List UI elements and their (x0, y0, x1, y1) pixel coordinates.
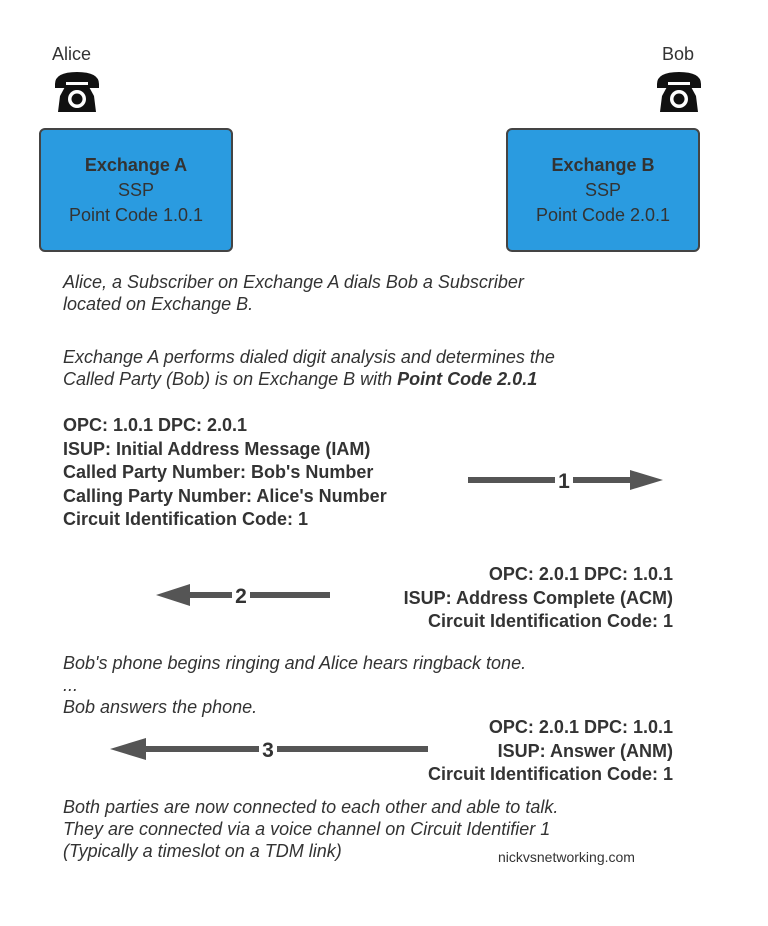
exchange-a-title: Exchange A (84, 154, 188, 175)
message-line: Called Party Number: Bob's Number (63, 462, 374, 482)
analysis-text (63, 346, 555, 390)
ringing-line-3: Bob answers the phone. (63, 697, 258, 717)
arrow-3-label: 3 (262, 739, 274, 762)
alice-label: Alice (52, 44, 92, 64)
intro-line-2: located on Exchange B. (63, 294, 254, 314)
analysis-line-2 (63, 368, 555, 390)
analysis-point-code: Point Code 2.0.1 (397, 369, 538, 389)
connected-line-2: They are connected via a voice channel on Circuit Identifier 1 (63, 819, 551, 839)
arrow-3-left (104, 732, 434, 766)
exchange-a-role: SSP (117, 179, 155, 200)
exchange-b-box (506, 128, 700, 252)
anm-message-block (428, 716, 673, 787)
arrow-1-right (460, 462, 670, 498)
exchange-a-box (39, 128, 233, 252)
intro-line-1: Alice, a Subscriber on Exchange A dials Bob a Subscriber (63, 272, 524, 292)
ringing-text (63, 652, 526, 718)
connected-text (63, 796, 558, 862)
telephone-icon (654, 68, 704, 114)
telephone-icon (52, 68, 102, 114)
exchange-a-point-code: Point Code 1.0.1 (68, 204, 204, 225)
arrow-2-left (150, 578, 336, 612)
message-line: ISUP: Initial Address Message (IAM) (63, 438, 371, 459)
message-line: ISUP: Address Complete (ACM) (403, 587, 673, 608)
exchange-b-point-code: Point Code 2.0.1 (535, 204, 671, 225)
acm-message-block (404, 563, 673, 634)
message-line: ISUP: Answer (ANM) (497, 740, 673, 761)
connected-line-1: Both parties are now connected to each other and able to talk. (63, 797, 559, 817)
site-credit: nickvsnetworking.com (498, 849, 635, 865)
bob-label: Bob (662, 44, 695, 64)
analysis-line-1: Exchange A performs dialed digit analysis and determines the (63, 347, 555, 367)
iam-message-block (63, 414, 387, 532)
arrow-2-label: 2 (235, 585, 247, 608)
intro-text (63, 271, 524, 315)
message-line: Calling Party Number: Alice's Number (63, 485, 387, 506)
connected-line-3: (Typically a timeslot on a TDM link) (63, 841, 342, 861)
message-line: OPC: 2.0.1 DPC: 1.0.1 (488, 564, 673, 584)
message-line: Circuit Identification Code: 1 (63, 509, 309, 529)
message-line: Circuit Identification Code: 1 (427, 611, 673, 631)
analysis-line-2-text: Called Party (Bob) is on Exchange B with (63, 369, 398, 389)
arrow-1-label: 1 (558, 470, 570, 493)
message-line: OPC: 1.0.1 DPC: 2.0.1 (63, 415, 248, 435)
message-line: Circuit Identification Code: 1 (427, 764, 673, 784)
exchange-b-role: SSP (584, 179, 622, 200)
exchange-b-title: Exchange B (551, 154, 655, 175)
ringing-ellipsis: ... (63, 675, 79, 695)
ringing-line-1: Bob's phone begins ringing and Alice hears ringback tone. (63, 653, 527, 673)
message-line: OPC: 2.0.1 DPC: 1.0.1 (488, 717, 673, 737)
